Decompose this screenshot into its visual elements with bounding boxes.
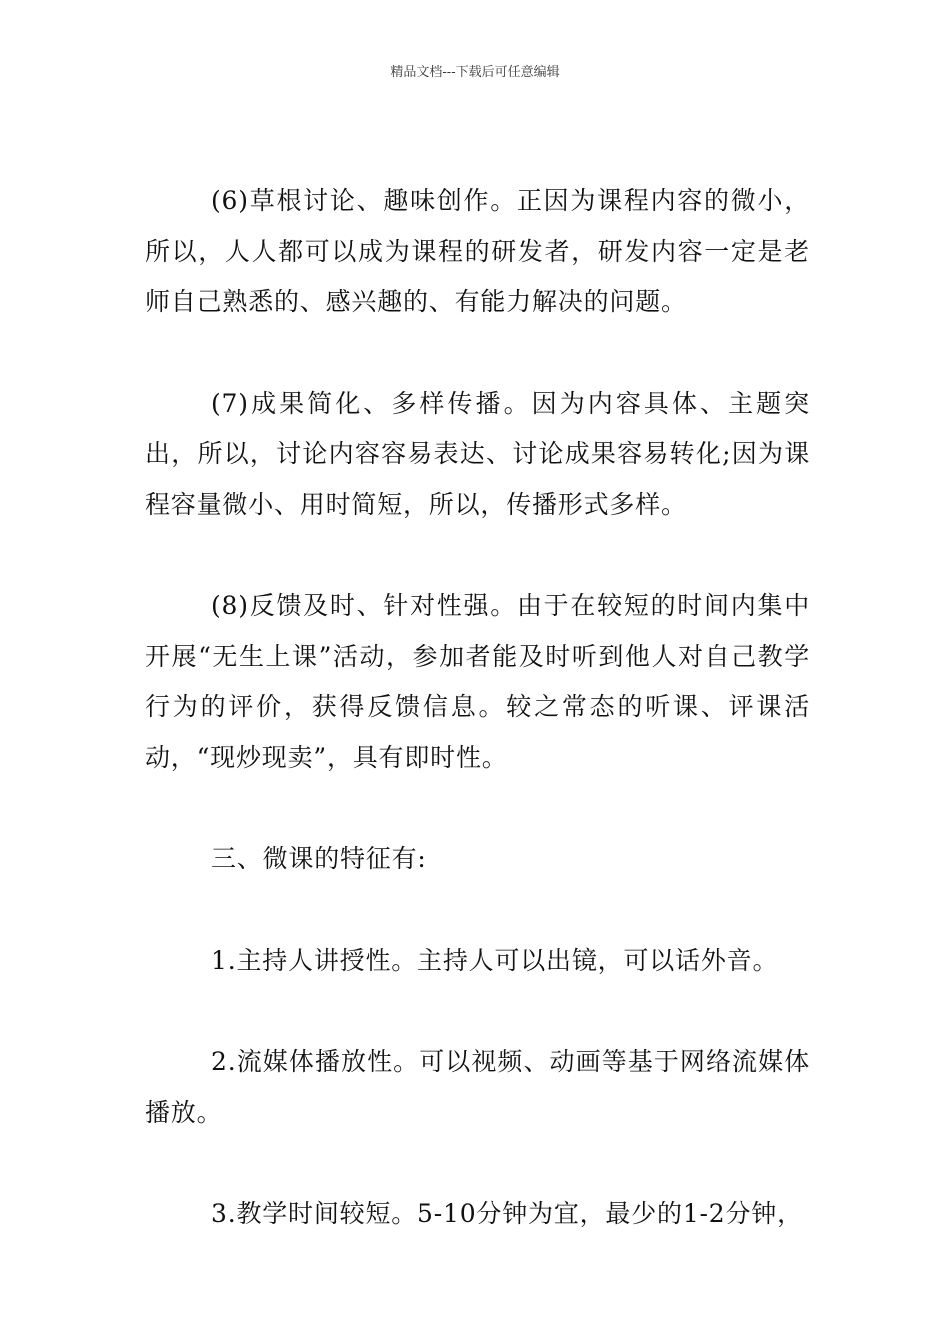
feature-item-2: 2.流媒体播放性。可以视频、动画等基于网络流媒体播放。 (145, 1047, 810, 1127)
paragraph-8: (8)反馈及时、针对性强。由于在较短的时间内集中开展“无生上课”活动，参加者能及时听到他人对自己教学行为的评价，获得反馈信息。较之常态的听课、评课活动，“现炒现卖”，具有即时性。 (145, 591, 810, 772)
paragraph-6: (6)草根讨论、趣味创作。正因为课程内容的微小，所以，人人都可以成为课程的研发者，研发内容一定是老师自己熟悉的、感兴趣的、有能力解决的问题。 (145, 186, 810, 316)
paragraph-7: (7)成果简化、多样传播。因为内容具体、主题突出，所以，讨论内容容易表达、讨论成果容易转化;因为课程容量微小、用时简短，所以，传播形式多样。 (145, 388, 810, 519)
feature-item-1: 1.主持人讲授性。主持人可以出镜，可以话外音。 (211, 945, 779, 975)
document-body (145, 176, 810, 1240)
feature-item-3: 3.教学时间较短。5-10分钟为宜，最少的1-2分钟， (211, 1199, 803, 1228)
page-header: 精品文档---下载后可任意编辑 (390, 65, 560, 80)
section-heading-3: 三、微课的特征有: (211, 844, 427, 873)
